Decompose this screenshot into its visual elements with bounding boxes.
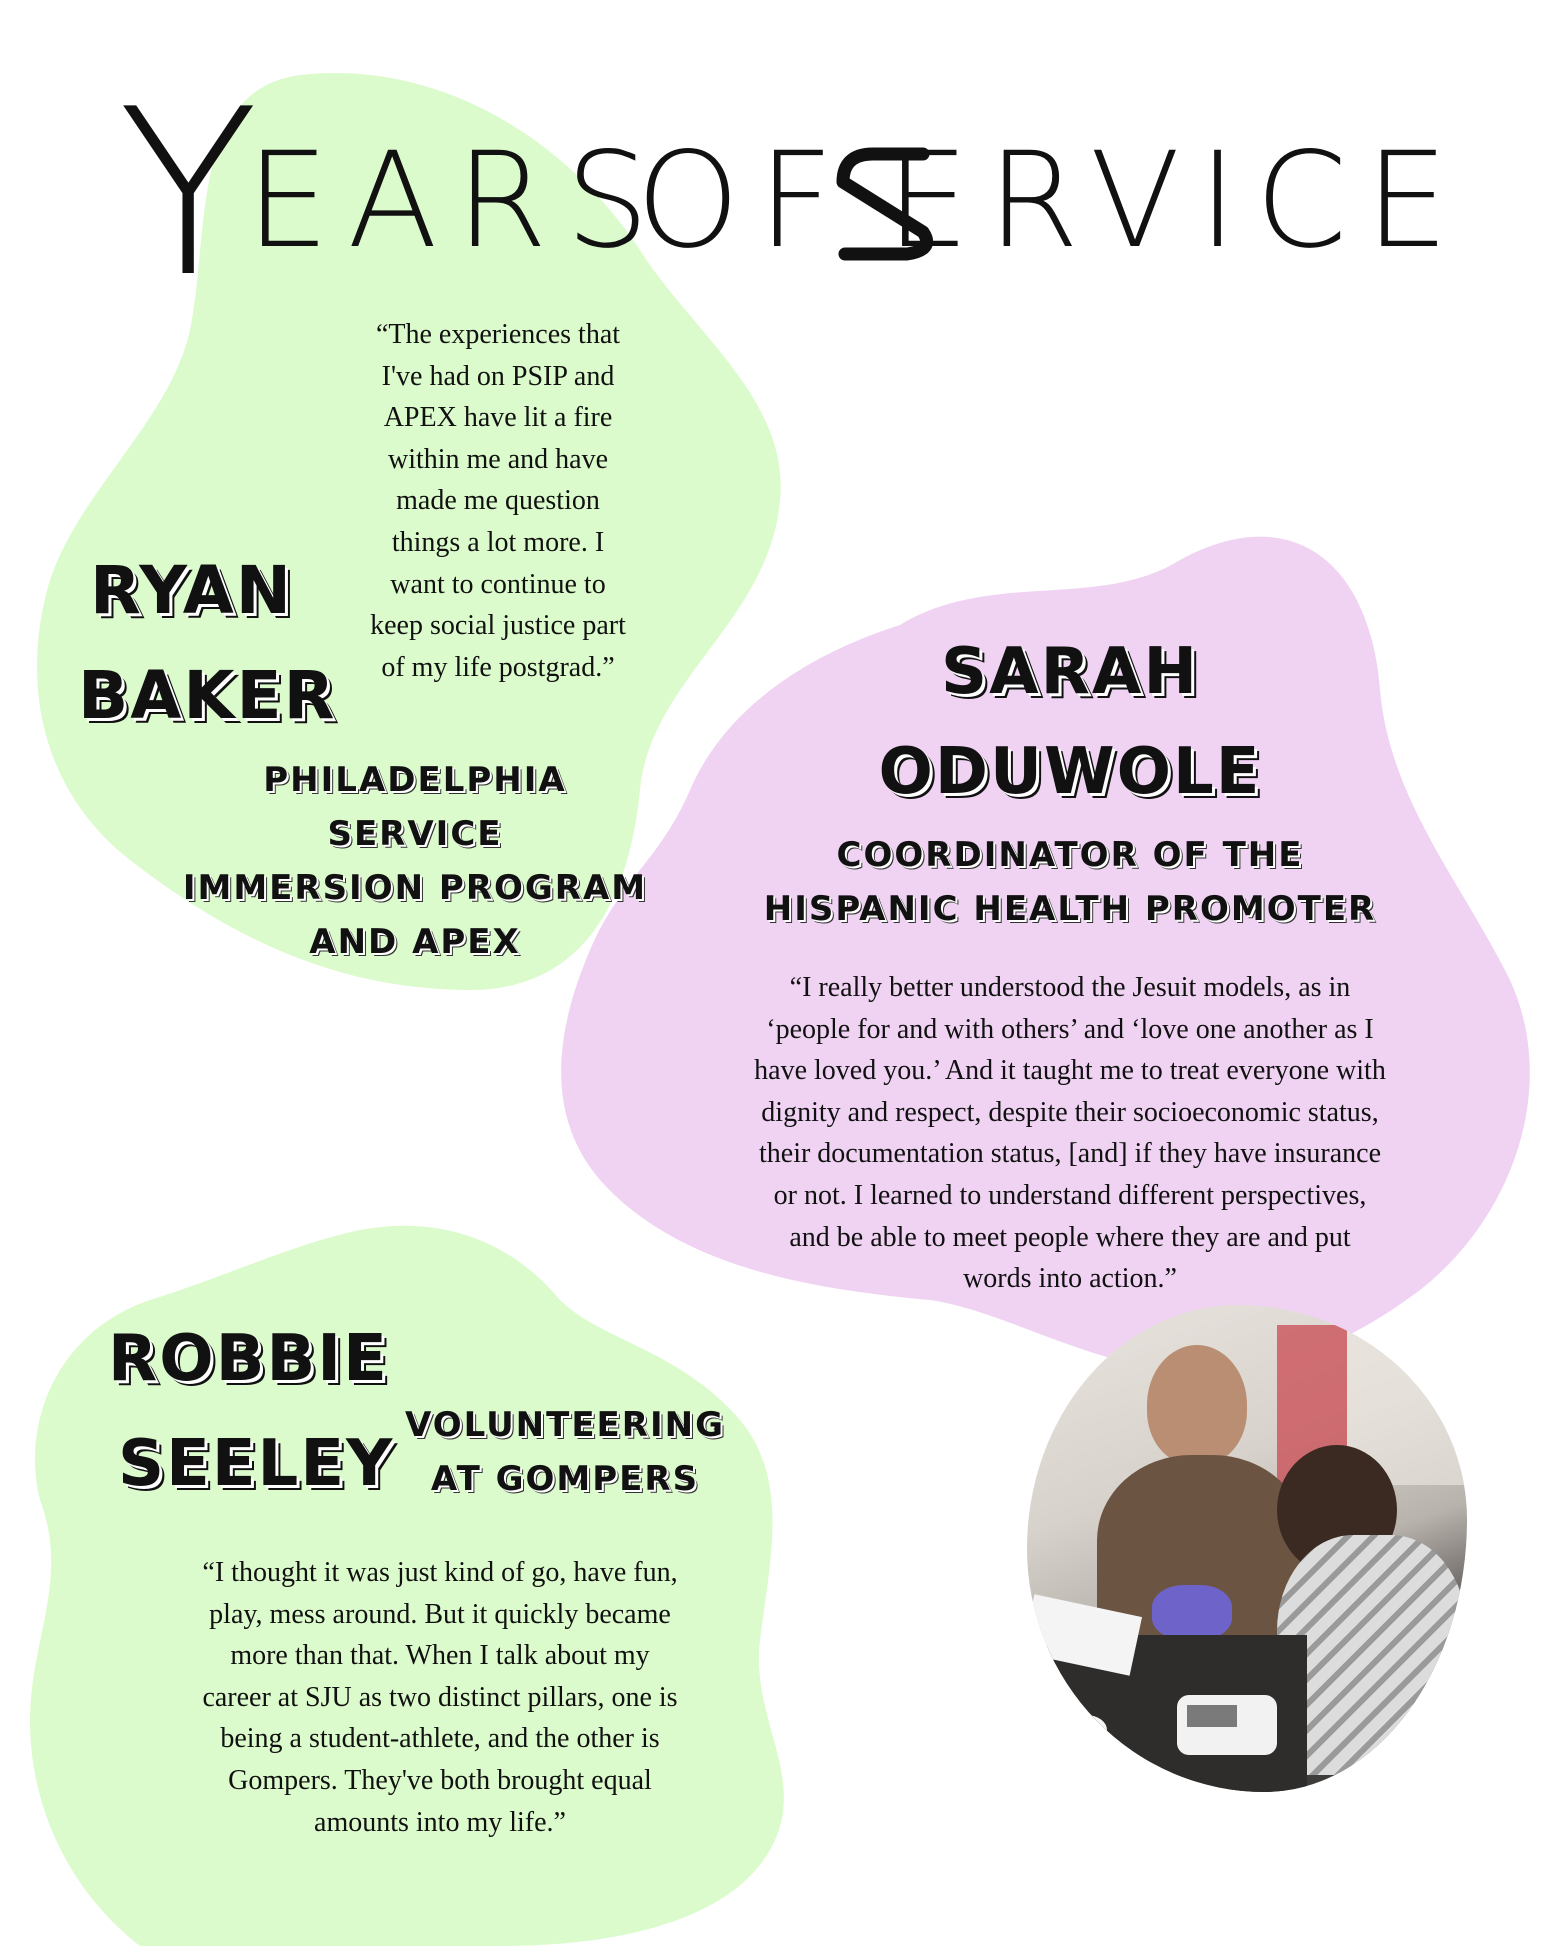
sarah-role	[740, 828, 1400, 936]
quote-line: have loved you.’ And it taught me to treat everyone with	[754, 1055, 1386, 1087]
robbie-quote	[140, 1552, 740, 1843]
quote-line: being a student-athlete, and the other is	[220, 1723, 660, 1755]
quote-line: words into action.”	[963, 1263, 1177, 1295]
quote-line: play, mess around. But it quickly became	[209, 1598, 671, 1630]
activity-line: VOLUNTEERING	[405, 1405, 725, 1445]
quote-line: career at SJU as two distinct pillars, one is	[202, 1681, 678, 1713]
activity-line: AT GOMPERS	[430, 1459, 700, 1499]
title-word-service-rest: ERVICE	[886, 124, 1467, 278]
robbie-activity	[400, 1398, 730, 1506]
ryan-last-name: BAKER	[78, 657, 337, 734]
quote-line: amounts into my life.”	[314, 1806, 566, 1838]
quote-line: things a lot more. I	[391, 526, 605, 558]
quote-line: “I really better understood the Jesuit models, as in	[789, 972, 1351, 1003]
quote-line: I've had on PSIP and	[381, 360, 615, 392]
page-title	[118, 61, 1478, 328]
quote-line: of my life postgrad.”	[381, 651, 615, 683]
quote-line: Gompers. They've both brought equal	[228, 1764, 652, 1796]
quote-line: made me question	[396, 485, 600, 517]
robbie-first-name: ROBBIE	[108, 1322, 389, 1396]
role-line: HISPANIC HEALTH PROMOTER	[763, 889, 1377, 929]
sarah-first-name: SARAH	[941, 635, 1199, 709]
quote-line: their documentation status, [and] if they have insurance	[758, 1138, 1381, 1170]
quote-line: APEX have lit a fire	[383, 402, 613, 434]
program-line: PHILADELPHIA SERVICE	[263, 760, 567, 854]
quote-line: dignity and respect, despite their socioeconomic status,	[761, 1096, 1379, 1128]
program-line: AND APEX	[309, 922, 521, 962]
quote-line: “I thought it was just kind of go, have fun,	[202, 1557, 678, 1588]
quote-line: keep social justice part	[370, 610, 626, 642]
ryan-quote	[338, 314, 658, 688]
quote-line: ‘people for and with others’ and ‘love one another as I	[766, 1013, 1374, 1045]
quote-line: and be able to meet people where they are and put	[789, 1221, 1351, 1253]
sarah-quote	[680, 967, 1460, 1300]
quote-line: within me and have	[387, 443, 609, 475]
quote-line: or not. I learned to understand different perspectives,	[773, 1179, 1367, 1211]
ryan-first-name: RYAN	[90, 552, 294, 629]
title-letter-y: Y	[118, 61, 277, 328]
ryan-program	[170, 753, 660, 969]
title-word-of: OF	[636, 124, 852, 278]
quote-line: more than that. When I talk about my	[230, 1640, 650, 1672]
title-word-years-rest: EARS	[246, 124, 668, 278]
robbie-last-name: SEELEY	[118, 1427, 395, 1501]
quote-line: want to continue to	[390, 568, 606, 600]
quote-line: “The experiences that	[375, 319, 621, 350]
program-line: IMMERSION PROGRAM	[182, 868, 648, 908]
title-letter-s-icon	[823, 132, 943, 272]
sarah-photo	[1027, 1305, 1467, 1792]
role-line: COORDINATOR OF THE	[836, 835, 1304, 875]
sarah-last-name: ODUWOLE	[878, 735, 1262, 809]
